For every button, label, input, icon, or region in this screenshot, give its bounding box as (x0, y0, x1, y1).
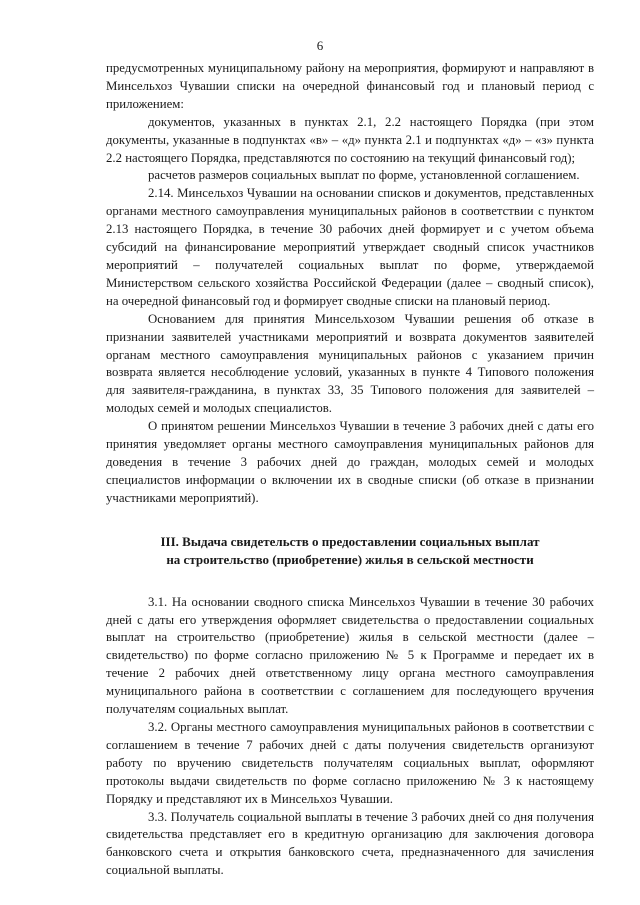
paragraph-continuation: предусмотренных муниципальному району на мероприятия, формируют и направляют в Минсельхоз Чувашии списки на очередной финансовый год и плановый период с приложением: (106, 61, 594, 111)
paragraph-3-3: 3.3. Получатель социальной выплаты в течение 3 рабочих дней со дня получения свидетельства представляет его в кредитную организацию для заключения договора банковского счета и открытия банковского счета, предназначенного для зачисления социальной выплаты. (106, 809, 594, 878)
section-heading (106, 533, 594, 569)
paragraph-2-14: 2.14. Минсельхоз Чувашии на основании списков и документов, представленных органами местного самоуправления муниципальных районов в соответствии с пунктом 2.13 настоящего Порядка, в течение 30 рабочих дней формирует и с учетом объема субсидий на финансирование мероприятий утверждает сводный список участников мероприятий – получателей социальных выплат по форме, утверждаемой Министерством сельского хозяйства Российской Федерации (далее – сводный список), на очередной финансовый год и формирует сводные списки на плановый период. (106, 186, 594, 308)
paragraph-3-1: 3.1. На основании сводного списка Минсельхоз Чувашии в течение 30 рабочих дней с даты его утверждения оформляет свидетельства о предоставлении социальных выплат на строительство (приобретение) жилья в сельской местности (далее – свидетельство) по форме согласно приложению № 5 к Программе и передает их в течение 2 рабочих дней ответственному лицу органа местного самоуправления муниципального района в соответствии с соглашением для последующего вручения получателям социальных выплат. (106, 594, 594, 717)
paragraph-refusal-grounds: Основанием для принятия Минсельхозом Чувашии решения об отказе в признании заявителей участниками мероприятий и возврата документов заявителей органам местного самоуправления муниципальных районов с указанием причин возврата является несоблюдение условий, указанных в пункте 4 Типового положения для заявителя-гражданина, в пунктах 33, 35 Типового положения для заявителей – молодых семей и молодых специалистов. (106, 311, 594, 416)
document-body (106, 60, 594, 880)
paragraph-calculations: расчетов размеров социальных выплат по форме, установленной соглашением. (148, 168, 580, 183)
paragraph-3-2: 3.2. Органы местного самоуправления муниципальных районов в соответствии с соглашением в течение 7 рабочих дней с даты получения свидетельств организуют работу по вручению свидетельств получателям социальных выплат, оформляют протоколы выдачи свидетельств по форме согласно приложению № 3 к настоящему Порядку и представляют их в Минсельхоз Чувашии. (106, 720, 594, 806)
paragraph-documents: документов, указанных в пунктах 2.1, 2.2 настоящего Порядка (при этом документы, указанные в подпунктах «в» – «д» пункта 2.1 и подпунктах «д» – «з» пункта 2.2 настоящего Порядка, представляются по состоянию на текущий финансовый год); (106, 114, 594, 165)
section-heading-line-1: III. Выдача свидетельств о предоставлении социальных выплат (160, 533, 540, 549)
page-number: 6 (316, 38, 324, 53)
section-heading-line-2: на строительство (приобретение) жилья в сельской местности (166, 551, 534, 567)
paragraph-decision-notice: О принятом решении Минсельхоз Чувашии в течение 3 рабочих дней с даты его принятия уведомляет органы местного самоуправления муниципальных районов для доведения в течение 3 рабочих дней до граждан, молодых семей и молодых специалистов информации о включении их в сводные списки (об отказе в признании участниками мероприятий). (106, 419, 594, 505)
